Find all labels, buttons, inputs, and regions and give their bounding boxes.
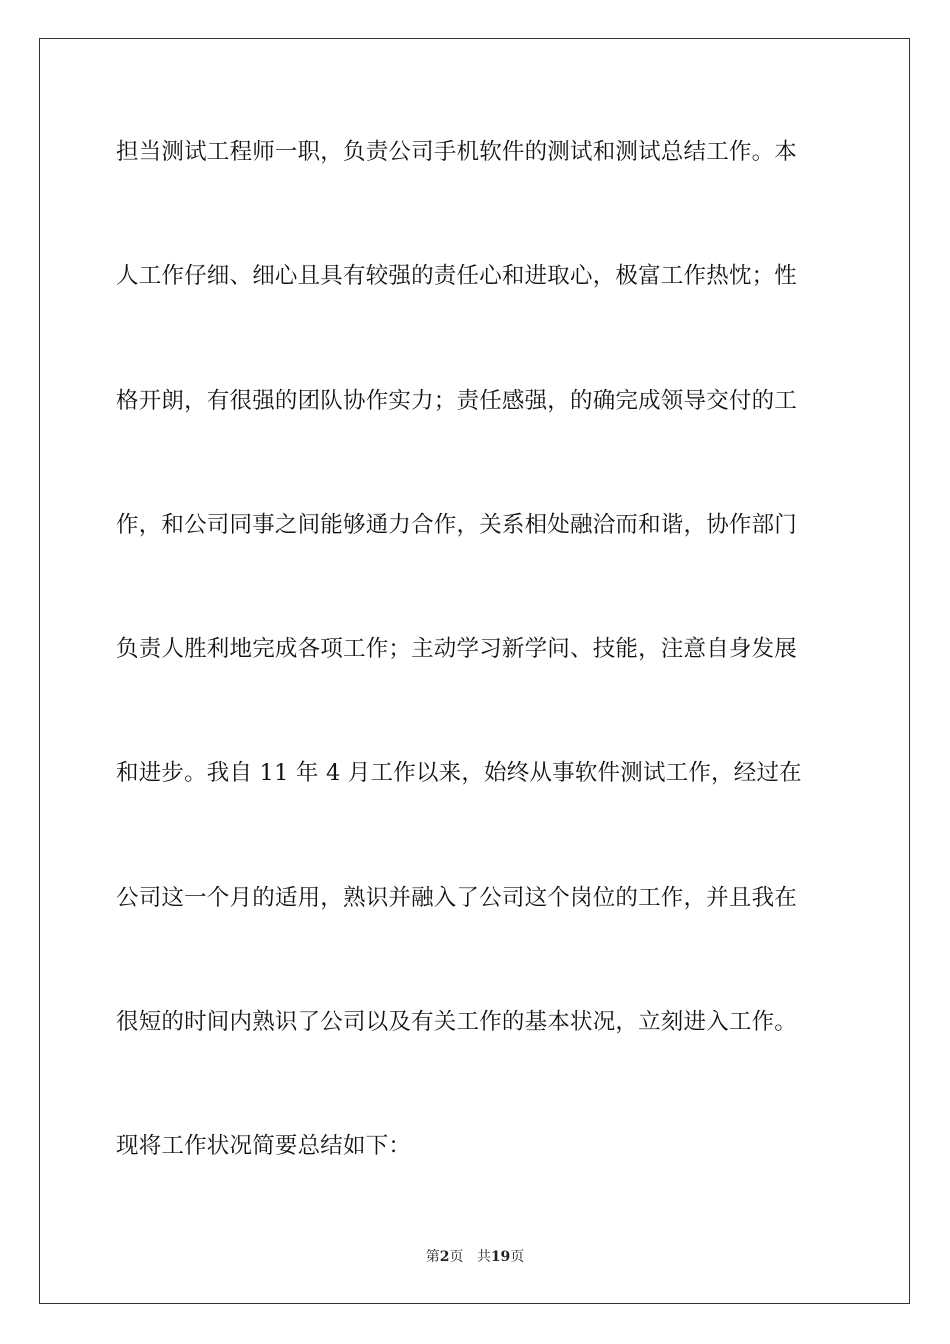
text-line: 和进步。我自 11 年 4 月工作以来，始终从事软件测试工作，经过在 bbox=[116, 760, 802, 787]
text-line: 现将工作状况简要总结如下： bbox=[116, 1133, 412, 1160]
document-body bbox=[116, 132, 836, 1251]
total-prefix: 共 bbox=[476, 1249, 491, 1265]
text-line: 格开朗，有很强的团队协作实力；责任感强，的确完成领导交付的工 bbox=[116, 387, 798, 414]
text-line: 负责人胜利地完成各项工作；主动学习新学问、技能，注意自身发展 bbox=[116, 636, 798, 663]
page-number: 2 bbox=[439, 1249, 450, 1265]
text-line: 担当测试工程师一职，负责公司手机软件的测试和测试总结工作。本 bbox=[116, 139, 798, 165]
page-footer bbox=[0, 1247, 950, 1267]
text-line: 人工作仔细、细心且具有较强的责任心和进取心，极富工作热忱；性 bbox=[116, 263, 798, 290]
text-line: 很短的时间内熟识了公司以及有关工作的基本状况，立刻进入工作。 bbox=[116, 1009, 798, 1036]
page-suffix: 页 bbox=[449, 1249, 464, 1265]
total-pages: 19 bbox=[490, 1249, 511, 1265]
text-line: 作，和公司同事之间能够通力合作，关系相处融洽而和谐，协作部门 bbox=[116, 511, 798, 538]
page-prefix: 第 bbox=[425, 1249, 440, 1265]
text-line: 公司这一个月的适用，熟识并融入了公司这个岗位的工作，并且我在 bbox=[116, 884, 798, 911]
total-suffix: 页 bbox=[510, 1249, 525, 1265]
